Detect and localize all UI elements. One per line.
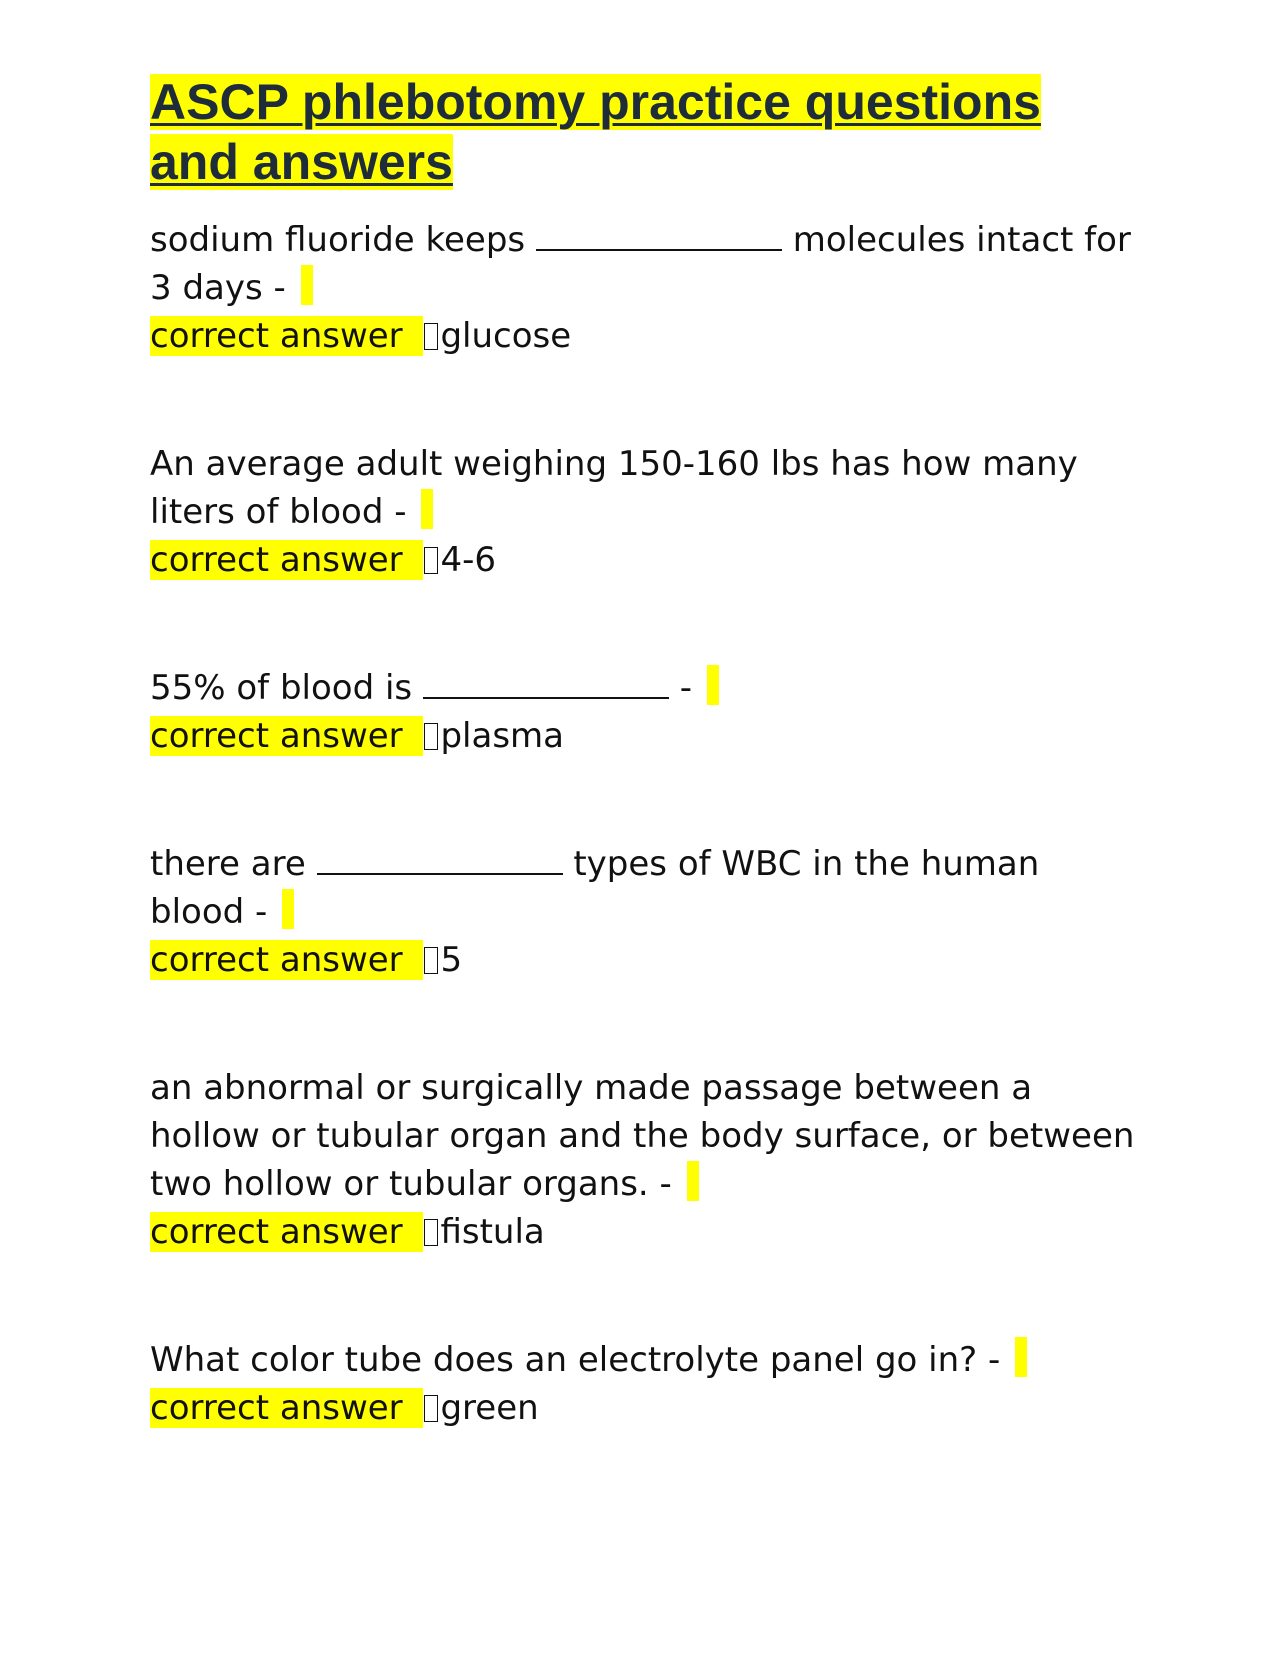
highlight-marker	[707, 665, 719, 705]
answer-label: correct answer	[150, 716, 423, 756]
answer-label: correct answer	[150, 940, 423, 980]
missing-glyph-icon	[424, 723, 438, 750]
highlight-marker	[282, 889, 294, 929]
question-text	[150, 1064, 1140, 1208]
answer-value: 5	[440, 940, 463, 980]
answer-value: green	[440, 1388, 539, 1428]
fill-in-blank	[536, 219, 782, 251]
qa-item	[150, 664, 1140, 760]
answer-value: fistula	[440, 1212, 545, 1252]
missing-glyph-icon	[424, 1219, 438, 1246]
answer-value: glucose	[440, 316, 572, 356]
title-highlight	[150, 74, 1041, 190]
question-part: an abnormal or surgically made passage between a hollow or tubular organ and the body surface, or between two hollow or tubular organs. -	[150, 1068, 1135, 1204]
answer-line	[150, 936, 1140, 984]
question-part: molecules intact for 3 days -	[150, 220, 1131, 308]
highlight-marker	[687, 1161, 699, 1201]
answer-value: plasma	[440, 716, 565, 756]
question-part: 55% of blood is	[150, 668, 423, 708]
missing-glyph-icon	[424, 947, 438, 974]
fill-in-blank	[317, 843, 563, 875]
question-part: there are	[150, 844, 317, 884]
question-text	[150, 840, 1140, 936]
qa-item	[150, 440, 1140, 584]
qa-item	[150, 1064, 1140, 1256]
answer-line	[150, 712, 1140, 760]
missing-glyph-icon	[424, 1395, 438, 1422]
document-content	[150, 72, 1140, 1432]
answer-value: 4-6	[440, 540, 497, 580]
question-part: sodium fluoride keeps	[150, 220, 536, 260]
fill-in-blank	[423, 667, 669, 699]
highlight-marker	[1015, 1337, 1027, 1377]
answer-label: correct answer	[150, 1388, 423, 1428]
answer-line	[150, 1384, 1140, 1432]
question-part: -	[668, 668, 703, 708]
question-text	[150, 664, 1140, 712]
answer-label: correct answer	[150, 1212, 423, 1252]
missing-glyph-icon	[424, 547, 438, 574]
title-line-2: and answers	[150, 134, 453, 190]
question-text	[150, 440, 1140, 536]
missing-glyph-icon	[424, 323, 438, 350]
question-part: An average adult weighing 150-160 lbs has how many liters of blood -	[150, 444, 1078, 532]
highlight-marker	[421, 489, 433, 529]
question-text	[150, 1336, 1140, 1384]
qa-item	[150, 840, 1140, 984]
question-part: types of WBC in the human blood -	[150, 844, 1040, 932]
qa-item	[150, 216, 1140, 360]
answer-label: correct answer	[150, 540, 423, 580]
answer-line	[150, 312, 1140, 360]
question-text	[150, 216, 1140, 312]
title-line-1: ASCP phlebotomy practice questions	[150, 74, 1041, 130]
highlight-marker	[301, 265, 313, 305]
qa-item	[150, 1336, 1140, 1432]
question-part: What color tube does an electrolyte panel go in? -	[150, 1340, 1012, 1380]
answer-line	[150, 536, 1140, 584]
document-title	[150, 72, 1140, 192]
answer-label: correct answer	[150, 316, 423, 356]
answer-line	[150, 1208, 1140, 1256]
